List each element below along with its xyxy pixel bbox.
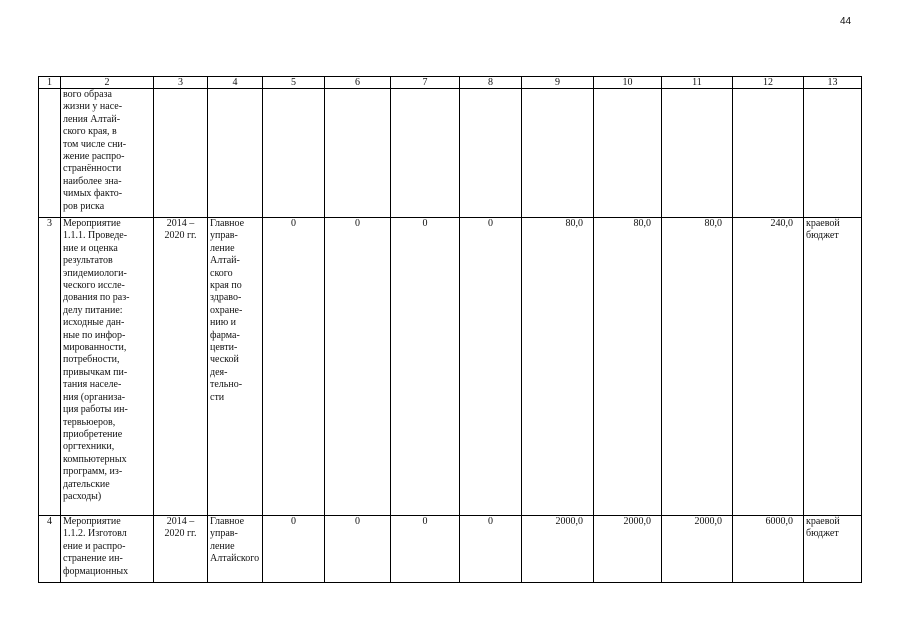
column-number: 8 [460, 77, 522, 89]
year-2019: 2000,0 [594, 516, 662, 583]
year-2020 [662, 89, 733, 218]
executor [208, 89, 263, 218]
row-number [39, 89, 61, 218]
program-table [38, 76, 862, 583]
column-number: 3 [154, 77, 208, 89]
year-2014 [263, 89, 325, 218]
funding-source: краевой бюджет [804, 516, 862, 583]
year-2019: 80,0 [594, 218, 662, 516]
column-number: 10 [594, 77, 662, 89]
total: 6000,0 [733, 516, 804, 583]
column-number: 6 [325, 77, 391, 89]
column-number: 12 [733, 77, 804, 89]
column-number: 1 [39, 77, 61, 89]
page-number: 44 [840, 16, 852, 27]
year-2019 [594, 89, 662, 218]
year-2014: 0 [263, 516, 325, 583]
year-2015: 0 [325, 218, 391, 516]
executor: Главное управ- ление Алтай- ского края по здраво- охране- нию и фарма- цевти- ческой дея- тельно- сти [208, 218, 263, 516]
executor-cell [208, 516, 263, 583]
column-number: 13 [804, 77, 862, 89]
table-row [39, 218, 862, 516]
year-2018 [522, 89, 594, 218]
column-number: 5 [263, 77, 325, 89]
column-number-row [39, 77, 862, 89]
period [154, 89, 208, 218]
row-number: 4 [39, 516, 61, 583]
year-2017 [460, 89, 522, 218]
measure-name: Мероприятие 1.1.2. Изготовл ение и распро- странение ин- формационных [63, 516, 129, 577]
total: 240,0 [733, 218, 804, 516]
year-2014: 0 [263, 218, 325, 516]
column-number: 7 [391, 77, 460, 89]
year-2017: 0 [460, 218, 522, 516]
year-2016: 0 [391, 218, 460, 516]
measure-name-cell [61, 516, 154, 583]
year-2016 [391, 89, 460, 218]
measure-name: Мероприятие 1.1.1. Проведе- ние и оценка результатов эпидемиологи- ческого иссле- дования по раз- делу питание: исходные дан- ные по инфор- мированности, потребности, привычкам пи- тания населе- ния (организа- ция работы ин- тервьюеров, приобретение оргтехники, компьютерных программ, из- дательские расходы) [61, 218, 154, 516]
funding-source [804, 89, 862, 218]
column-number: 4 [208, 77, 263, 89]
total [733, 89, 804, 218]
period: 2014 – 2020 гг. [154, 516, 208, 583]
year-2020: 80,0 [662, 218, 733, 516]
year-2018: 80,0 [522, 218, 594, 516]
period: 2014 – 2020 гг. [154, 218, 208, 516]
measure-name: вого образа жизни у насе- ления Алтай- ского края, в том числе сни- жение распро- странённости наиболее зна- чимых факто- ров риска [61, 89, 154, 218]
row-number: 3 [39, 218, 61, 516]
year-2020: 2000,0 [662, 516, 733, 583]
year-2017: 0 [460, 516, 522, 583]
executor: Главное управ- ление Алтайского [210, 516, 260, 565]
table-row [39, 89, 862, 218]
column-number: 9 [522, 77, 594, 89]
year-2018: 2000,0 [522, 516, 594, 583]
table-row [39, 516, 862, 583]
column-number: 11 [662, 77, 733, 89]
funding-source: краевой бюджет [804, 218, 862, 516]
year-2016: 0 [391, 516, 460, 583]
column-number: 2 [61, 77, 154, 89]
year-2015 [325, 89, 391, 218]
year-2015: 0 [325, 516, 391, 583]
